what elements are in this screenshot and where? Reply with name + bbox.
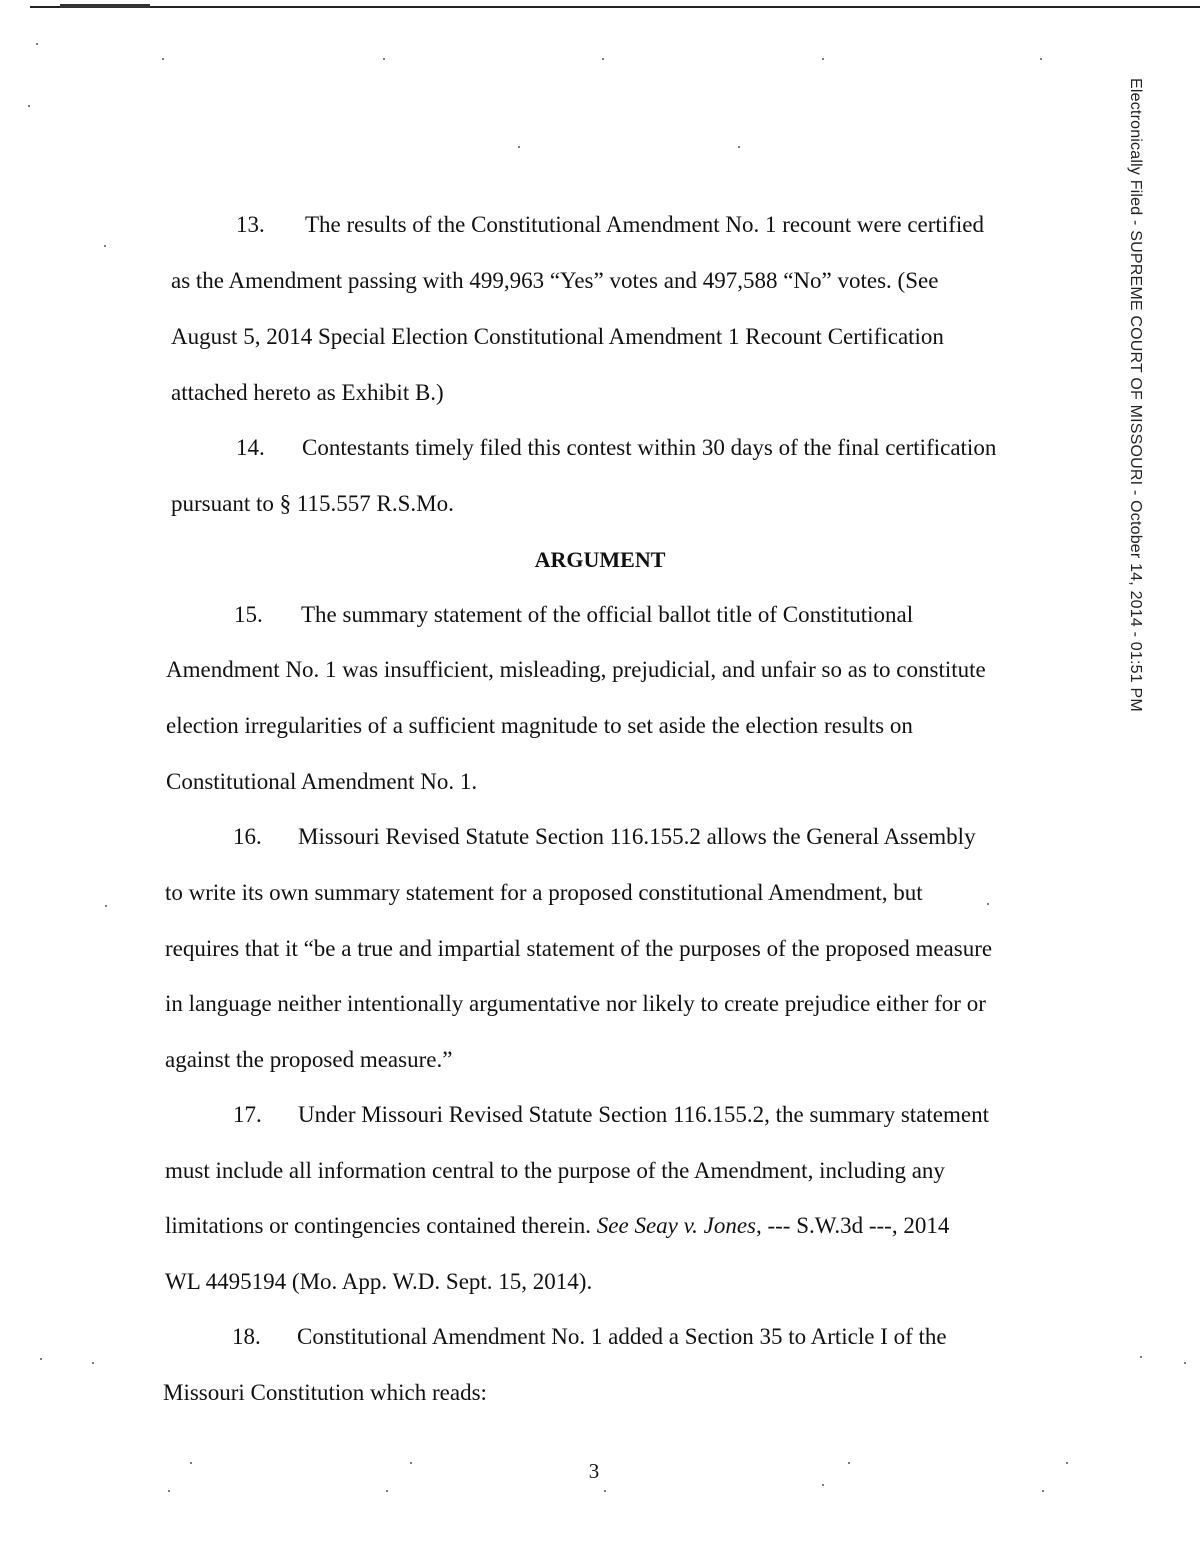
citation-reporter-text: , --- S.W.3d ---, 2014: [755, 1213, 950, 1238]
paragraph-line: Constitutional Amendment No. 1.: [166, 769, 478, 794]
paragraph-line: as the Amendment passing with 499,963 “Yes” votes and 497,588 “No” votes. (See: [171, 268, 939, 293]
scan-speck: [1042, 1490, 1044, 1492]
scan-speck: [386, 1490, 388, 1492]
paragraph-number: 17.: [233, 1102, 262, 1127]
paragraph-line: Constitutional Amendment No. 1 added a Section 35 to Article I of the: [297, 1324, 947, 1349]
case-citation: See Seay v. Jones: [596, 1213, 756, 1238]
scan-speck: [162, 58, 164, 60]
top-scan-mark: [60, 4, 150, 8]
scan-speck: [1140, 1356, 1142, 1358]
scan-speck: [410, 1462, 412, 1464]
scan-speck: [92, 1362, 94, 1364]
paragraph-line: The summary statement of the official ballot title of Constitutional: [301, 602, 914, 627]
paragraph-line: August 5, 2014 Special Election Constitutional Amendment 1 Recount Certification: [171, 324, 944, 349]
paragraph-line: Amendment No. 1 was insufficient, misleading, prejudicial, and unfair so as to constitute: [166, 657, 986, 682]
scan-speck: [168, 1490, 170, 1492]
electronic-filing-stamp: Electronically Filed - SUPREME COURT OF MISSOURI - October 14, 2014 - 01:51 PM: [1127, 78, 1144, 712]
paragraph-line: Contestants timely filed this contest within 30 days of the final certification: [302, 435, 997, 460]
paragraph-line: Under Missouri Revised Statute Section 116.155.2, the summary statement: [298, 1102, 989, 1127]
paragraph-line: election irregularities of a sufficient magnitude to set aside the election results on: [166, 713, 913, 738]
scan-speck: [383, 58, 385, 60]
paragraph-number: 18.: [232, 1324, 261, 1349]
scan-speck: [602, 58, 604, 60]
scan-speck: [518, 146, 520, 148]
paragraph-number: 15.: [234, 602, 263, 627]
paragraph-line: Missouri Constitution which reads:: [163, 1380, 487, 1405]
citation-lead-text: limitations or contingencies contained therein.: [165, 1213, 597, 1238]
paragraph-line: must include all information central to the purpose of the Amendment, including any: [165, 1158, 945, 1183]
scan-speck: [822, 1484, 824, 1486]
paragraph-number: 16.: [233, 824, 262, 849]
scan-speck: [40, 1358, 42, 1360]
paragraph-line: requires that it “be a true and impartial statement of the purposes of the proposed measure: [165, 936, 993, 961]
paragraph-line: pursuant to § 115.557 R.S.Mo.: [171, 491, 454, 516]
scan-speck: [105, 905, 107, 907]
paragraph-line: in language neither intentionally argumentative nor likely to create prejudice either for or: [165, 991, 986, 1016]
paragraph-line: The results of the Constitutional Amendment No. 1 recount were certified: [305, 212, 984, 237]
paragraph-number: 13.: [236, 212, 265, 237]
scan-speck: [822, 58, 824, 60]
section-heading: ARGUMENT: [534, 547, 666, 572]
scan-speck: [28, 105, 30, 107]
scan-speck: [1066, 1462, 1068, 1464]
paragraph-line: Missouri Revised Statute Section 116.155.2 allows the General Assembly: [298, 824, 976, 849]
scan-speck: [738, 146, 740, 148]
scan-speck: [104, 245, 106, 247]
page-number: 3: [588, 1459, 600, 1483]
top-scan-border: [30, 6, 1200, 8]
scan-speck: [1040, 58, 1042, 60]
paragraph-line: against the proposed measure.”: [165, 1047, 453, 1072]
paragraph-number: 14.: [236, 435, 265, 460]
paragraph-line: to write its own summary statement for a proposed constitutional Amendment, but: [165, 880, 923, 905]
paragraph-line: WL 4495194 (Mo. App. W.D. Sept. 15, 2014).: [165, 1269, 593, 1294]
scan-speck: [604, 1490, 606, 1492]
paragraph-line: attached hereto as Exhibit B.): [171, 380, 444, 405]
scan-speck: [1184, 1362, 1186, 1364]
scan-speck: [190, 1462, 192, 1464]
scan-speck: [36, 43, 38, 45]
scan-speck: [987, 903, 989, 905]
scan-speck: [848, 1462, 850, 1464]
paragraph-line-with-citation: [165, 1212, 949, 1240]
